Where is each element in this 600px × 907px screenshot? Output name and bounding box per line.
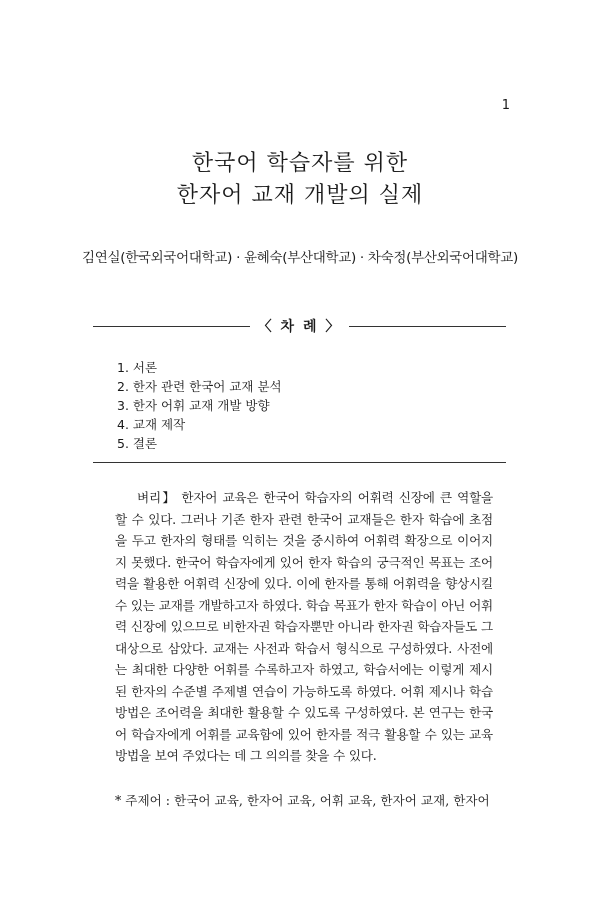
toc-right-rule — [349, 326, 506, 327]
toc-item: 4. 교재 제작 — [117, 417, 186, 432]
title-line-2: 한자어 교재 개발의 실제 — [176, 183, 424, 208]
abstract-label: 벼리】 — [137, 490, 177, 505]
title-line-1: 한국어 학습자를 위한 — [191, 151, 409, 176]
page-number: 1 — [501, 98, 510, 113]
toc-heading: 〈 차 례 〉 — [257, 319, 342, 335]
authors: 김연실(한국외국어대학교) · 윤혜숙(부산대학교) · 차숙정(부산외국어대학교) — [82, 250, 518, 266]
toc-item: 3. 한자 어휘 교재 개발 방향 — [117, 398, 270, 413]
toc-item: 1. 서론 — [117, 360, 158, 375]
toc-left-rule — [93, 326, 250, 327]
abstract-text: 한자어 교육은 한국어 학습자의 어휘력 신장에 큰 역할을 할 수 있다. 그러나 기존 한자 관련 한국어 교재들은 한자 학습에 초점을 두고 한자의 형태를 익히는 것을 중시하여 어휘력 확장으로 이어지지 못했다. 한국어 학습자에게 있어 한자 학습의 궁극적인 목표는 조어력을 활용한 어휘력 신장에 있다. 이에 한자를 통해 어휘력을 향상시킬 수 있는 교재를 개발하고자 하였다. 학습 목표가 한자 학습이 아닌 어휘력 신장에 있으므로 비한자권 학습자뿐만 아니라 한자권 학습자들도 그 대상으로 삼았다. 교재는 사전과 학습서 형식으로 구성하였다. 사전에는 최대한 다양한 어휘를 수록하고자 하였고, 학습서에는 이렇게 제시된 한자의 수준별 주제별 연습이 가능하도록 하였다. 어휘 제시나 학습 방법은 조어력을 최대한 활용할 수 있도록 구성하였다. 본 연구는 한국어 학습자에게 어휘를 교육함에 있어 한자를 적극 활용할 수 있는 교육 방법을 보여 주었다는 데 그 의의를 찾을 수 있다. — [115, 490, 494, 763]
toc-list — [117, 358, 282, 453]
toc-item: 5. 결론 — [117, 436, 158, 451]
keywords: * 주제어 : 한국어 교육, 한자어 교육, 어휘 교육, 한자어 교재, 한자어 — [115, 793, 490, 808]
toc-item: 2. 한자 관련 한국어 교재 분석 — [117, 379, 282, 394]
toc-heading-row — [93, 316, 506, 336]
abstract — [115, 487, 493, 767]
toc-bottom-rule — [93, 462, 506, 463]
paper-title — [0, 148, 600, 212]
